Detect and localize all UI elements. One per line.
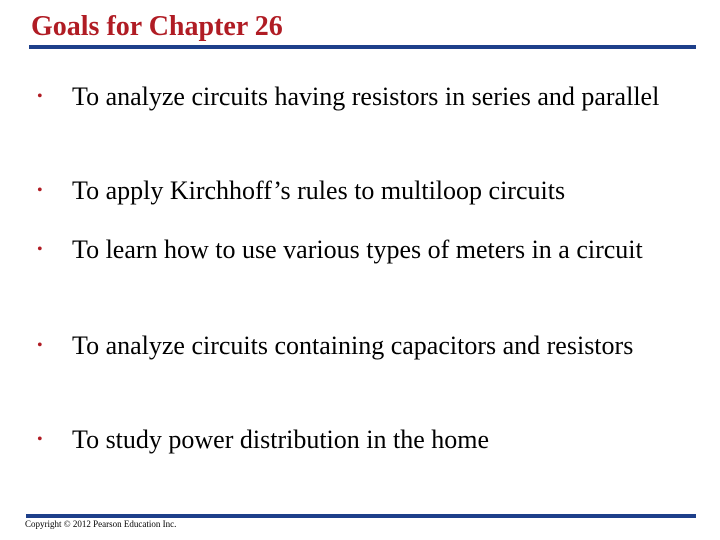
slide-title: Goals for Chapter 26 xyxy=(31,11,283,42)
copyright-notice: Copyright © 2012 Pearson Education Inc. xyxy=(25,519,177,529)
bullet-icon: • xyxy=(37,241,43,258)
goal-text: To analyze circuits having resistors in series and parallel xyxy=(72,82,660,111)
bullet-icon: • xyxy=(37,182,43,199)
bullet-icon: • xyxy=(37,337,43,354)
goal-item xyxy=(37,424,677,456)
goal-text: To study power distribution in the home xyxy=(72,425,490,454)
goal-item xyxy=(37,234,677,266)
bullet-icon: • xyxy=(37,88,43,105)
goal-text: To apply Kirchhoff’s rules to multiloop circuits xyxy=(72,176,566,205)
goal-text: To analyze circuits containing capacitors and resistors xyxy=(72,331,634,360)
goal-text: To learn how to use various types of meters in a circuit xyxy=(72,235,643,264)
bullet-icon: • xyxy=(37,431,43,448)
goal-item xyxy=(37,330,677,362)
title-divider xyxy=(29,45,696,49)
goal-item xyxy=(37,175,677,207)
goal-item xyxy=(37,81,677,113)
